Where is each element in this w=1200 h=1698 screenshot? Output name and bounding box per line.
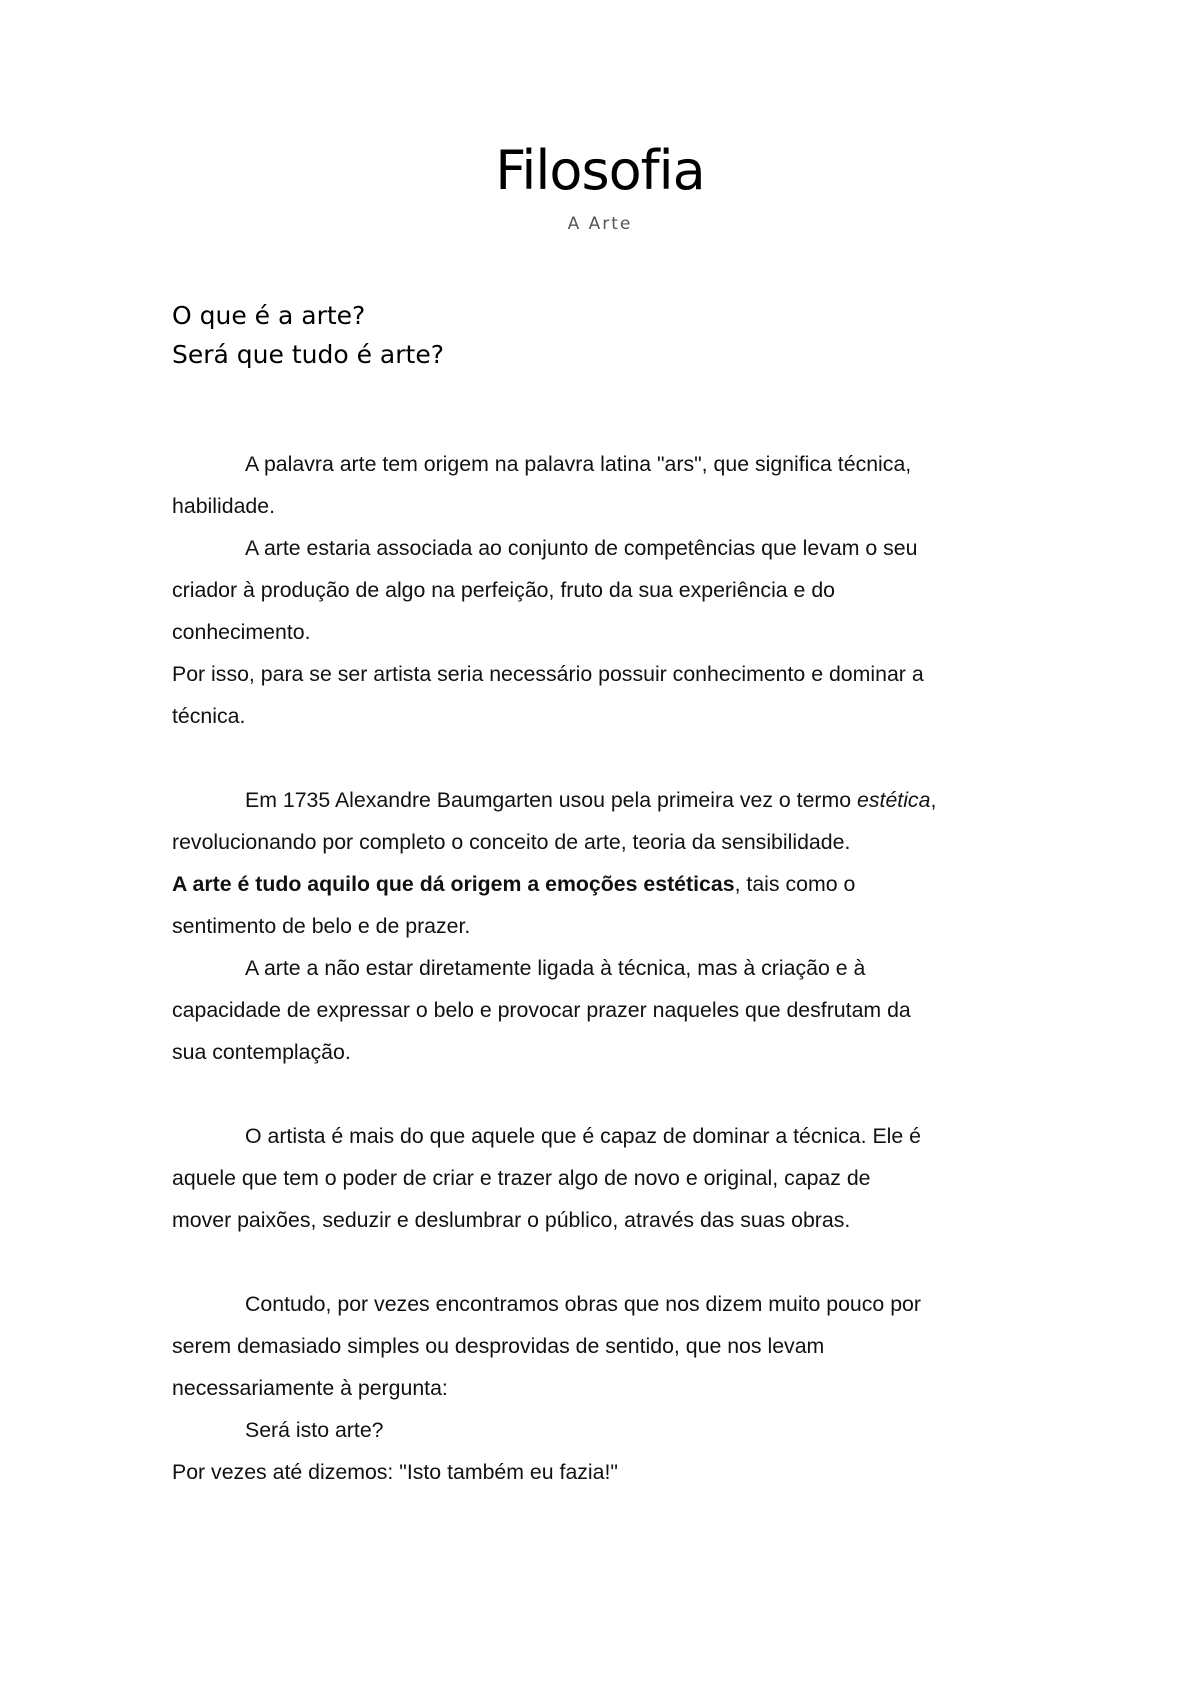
paragraph-spacer [172, 1241, 1052, 1283]
paragraph-line [172, 863, 1052, 905]
document-title: Filosofia [495, 139, 705, 202]
question-1: O que é a arte? [172, 301, 366, 330]
paragraph-line: sentimento de belo e de prazer. [172, 914, 471, 938]
paragraph-line: A palavra arte tem origem na palavra latina "ars", que significa técnica, [245, 452, 912, 476]
paragraph-line: A arte estaria associada ao conjunto de competências que levam o seu [245, 536, 918, 560]
question-2: Será que tudo é arte? [172, 340, 444, 369]
paragraph-line: técnica. [172, 704, 246, 728]
paragraph-spacer [172, 1073, 1052, 1115]
line-text: , [930, 788, 937, 812]
paragraph-line [172, 779, 1052, 821]
questions-heading [172, 296, 444, 374]
paragraph-line: capacidade de expressar o belo e provocar prazer naqueles que desfrutam da [172, 998, 911, 1022]
paragraph-line: criador à produção de algo na perfeição, fruto da sua experiência e do [172, 578, 836, 602]
line-text: Em 1735 Alexandre Baumgarten usou pela primeira vez o termo [245, 788, 858, 812]
paragraph-line: Será isto arte? [245, 1418, 384, 1442]
paragraph-line: habilidade. [172, 494, 276, 518]
paragraph-line: aquele que tem o poder de criar e trazer algo de novo e original, capaz de [172, 1166, 871, 1190]
paragraph-line: mover paixões, seduzir e deslumbrar o público, através das suas obras. [172, 1208, 851, 1232]
paragraph-line: Por isso, para se ser artista seria necessário possuir conhecimento e dominar a [172, 662, 924, 686]
paragraph-line: Por vezes até dizemos: "Isto também eu fazia!" [172, 1460, 618, 1484]
body-text [172, 443, 1052, 1493]
paragraph-line: A arte a não estar diretamente ligada à técnica, mas à criação e à [245, 956, 866, 980]
paragraph-line: Contudo, por vezes encontramos obras que nos dizem muito pouco por [245, 1292, 921, 1316]
paragraph-line: sua contemplação. [172, 1040, 351, 1064]
paragraph-line: O artista é mais do que aquele que é capaz de dominar a técnica. Ele é [245, 1124, 921, 1148]
paragraph-spacer [172, 737, 1052, 779]
italic-term: estética [857, 788, 931, 812]
paragraph-line: revolucionando por completo o conceito de arte, teoria da sensibilidade. [172, 830, 851, 854]
paragraph-line: conhecimento. [172, 620, 311, 644]
line-text: , tais como o [734, 872, 856, 896]
paragraph-line: serem demasiado simples ou desprovidas de sentido, que nos levam [172, 1334, 825, 1358]
document-subtitle: A Arte [567, 214, 633, 234]
bold-definition: A arte é tudo aquilo que dá origem a emoções estéticas [172, 872, 735, 896]
paragraph-line: necessariamente à pergunta: [172, 1376, 448, 1400]
